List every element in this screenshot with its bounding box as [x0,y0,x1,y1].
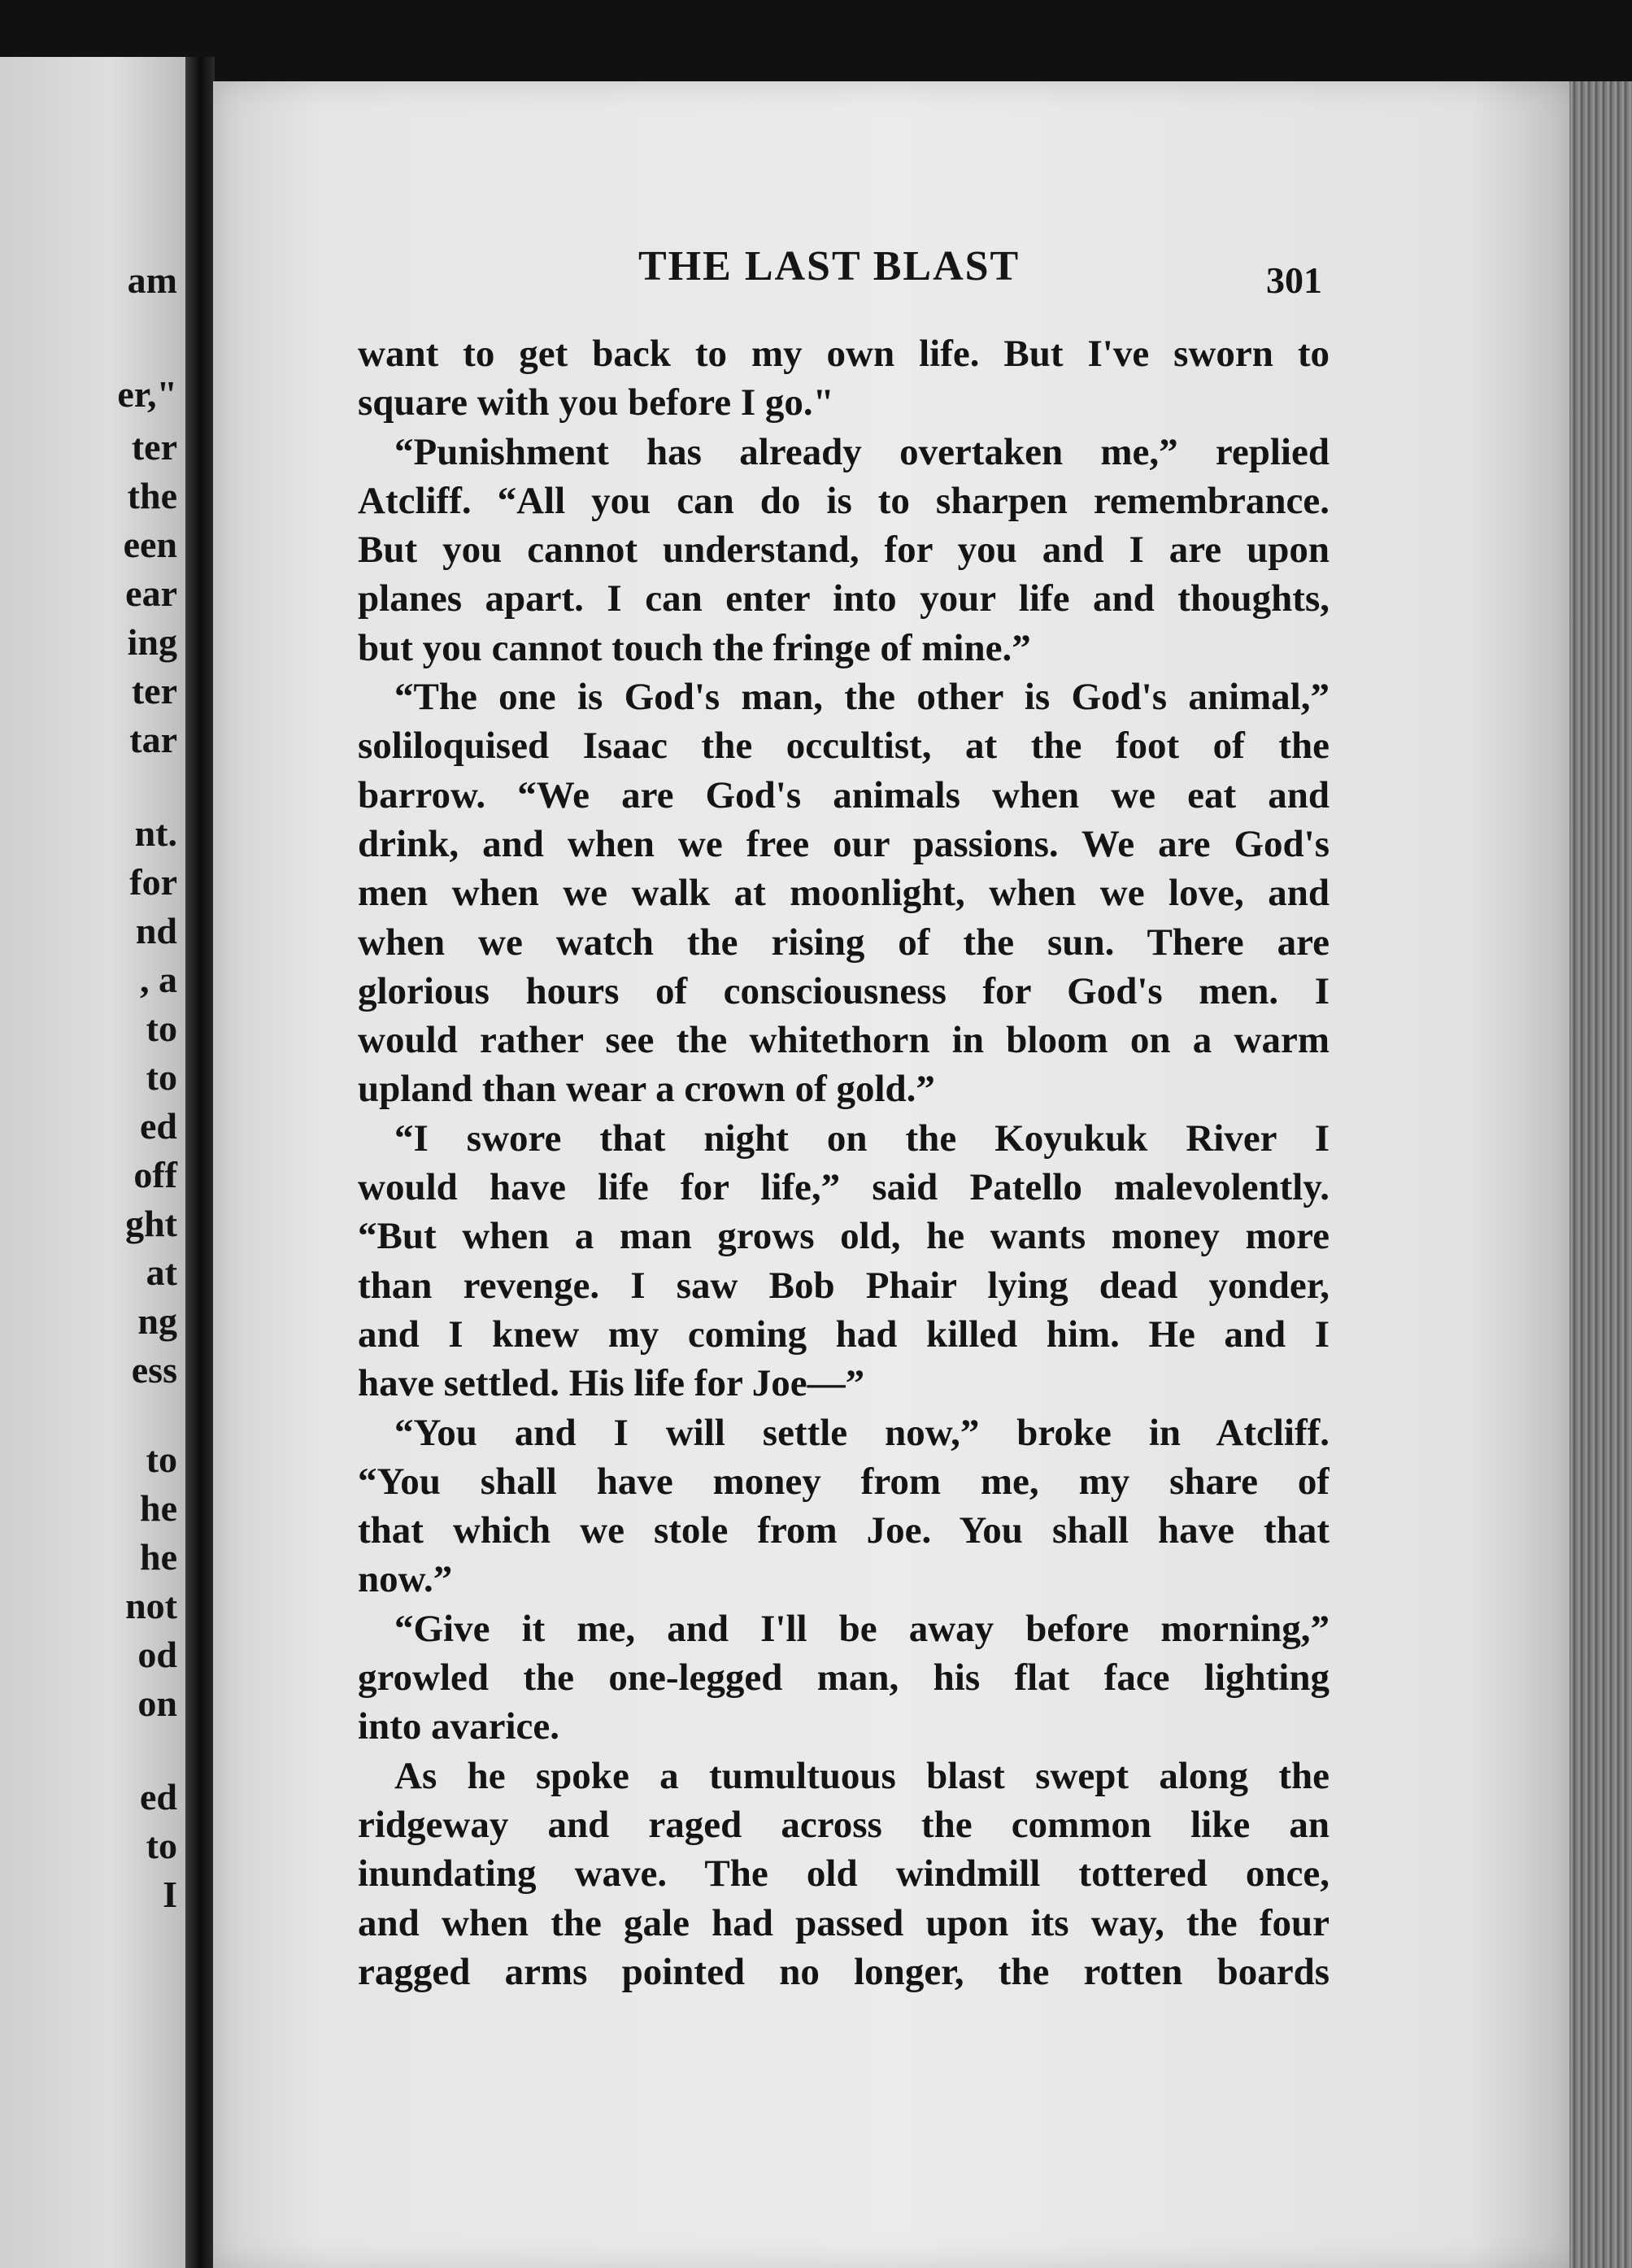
text-line: “Give it me, and I'll be away before morning,” [394,1607,1330,1650]
text-line: growled the one-legged man, his flat face lighting [358,1656,1330,1700]
left-page-text-fragment: ess [131,1349,177,1391]
text-line: soliloquised Isaac the occultist, at the foot of the [358,725,1330,768]
left-page-text-fragment: een [123,524,177,565]
running-head: THE LAST BLAST [638,243,1021,289]
left-page-text-fragment: ter [131,426,177,468]
text-line: barrow. “We are God's animals when we eat and [358,773,1330,816]
text-line: “You and I will settle now,” broke in Atcliff. [394,1411,1330,1454]
left-page-text-fragment: am [127,259,177,301]
left-page-text-fragment: he [140,1487,177,1529]
left-page-text-fragment: I [163,1874,177,1915]
left-page-text-fragment: ed [140,1105,177,1147]
left-page-text-fragment: to [146,1825,177,1866]
text-line: drink, and when we free our passions. We are God's [358,822,1330,865]
book-gutter [185,57,215,2268]
text-line: planes apart. I can enter into your life and thoughts, [358,577,1330,620]
text-line: ridgeway and raged across the common like an [358,1803,1330,1846]
left-page-text-fragment: not [125,1585,177,1626]
text-line: now.” [358,1558,453,1601]
left-page-text-fragment: on [137,1682,177,1724]
left-page-text-fragment: off [133,1154,177,1195]
left-page-text-fragment: to [146,1008,177,1049]
text-line: “But when a man grows old, he wants money more [358,1215,1330,1258]
text-line: when we watch the rising of the sun. There are [358,921,1330,964]
left-page-text-fragment: the [127,475,177,516]
text-line: into avarice. [358,1705,559,1748]
text-line: and I knew my coming had killed him. He and I [358,1312,1330,1356]
body-text [358,329,1330,1996]
text-line: “I swore that night on the Koyukuk River I [394,1117,1330,1160]
text-line: glorious hours of consciousness for God's men. I [358,969,1330,1012]
text-line: square with you before I go." [358,381,834,424]
previous-page-fragment [0,57,185,2268]
left-page-text-fragment: for [129,861,177,903]
text-line: “Punishment has already overtaken me,” replied [394,430,1330,473]
text-line: have settled. His life for Joe—” [358,1362,865,1405]
page-edges [1569,81,1632,2268]
left-page-text-fragment: , a [140,959,177,1000]
left-page-text-fragment: ing [127,621,177,663]
left-page-text-fragment: at [146,1252,177,1293]
left-page-text-fragment: ght [125,1203,177,1244]
text-line: inundating wave. The old windmill tottered once, [358,1852,1330,1896]
text-line: but you cannot touch the fringe of mine.” [358,626,1031,669]
text-line: would have life for life,” said Patello malevolently. [358,1166,1330,1209]
text-line: that which we stole from Joe. You shall have that [358,1509,1330,1552]
left-page-text-fragment: to [146,1439,177,1480]
text-line: “The one is God's man, the other is God's animal,” [394,676,1330,719]
text-line: want to get back to my own life. But I've sworn to [358,333,1330,375]
left-page-text-fragment: od [137,1634,177,1675]
left-page-text-fragment: ed [140,1776,177,1817]
left-page-text-fragment: nt. [134,812,177,854]
left-page-text-fragment: ear [125,572,177,614]
text-line: Atcliff. “All you can do is to sharpen remembrance. [358,479,1330,522]
text-line: As he spoke a tumultuous blast swept along the [394,1754,1330,1797]
left-page-text-fragment: he [140,1536,177,1578]
text-line: than revenge. I saw Bob Phair lying dead yonder, [358,1264,1330,1307]
text-line: “You shall have money from me, my share of [358,1460,1330,1503]
text-line: upland than wear a crown of gold.” [358,1068,935,1111]
text-line: men when we walk at moonlight, when we love, and [358,872,1330,915]
left-page-text-fragment: er," [117,373,177,415]
text-line: would rather see the whitethorn in bloom on a warm [358,1019,1330,1062]
left-page-text-fragment: to [146,1056,177,1098]
left-page-text-fragment: ter [131,670,177,712]
left-page-text-fragment: nd [135,910,177,951]
text-line: and when the gale had passed upon its way, the four [358,1901,1330,1944]
page-number: 301 [1266,259,1322,301]
left-page-text-fragment: tar [129,719,177,760]
left-page-text-fragment: ng [137,1300,177,1342]
text-line: ragged arms pointed no longer, the rotten boards [358,1950,1330,1993]
text-line: But you cannot understand, for you and I are upon [358,529,1330,572]
